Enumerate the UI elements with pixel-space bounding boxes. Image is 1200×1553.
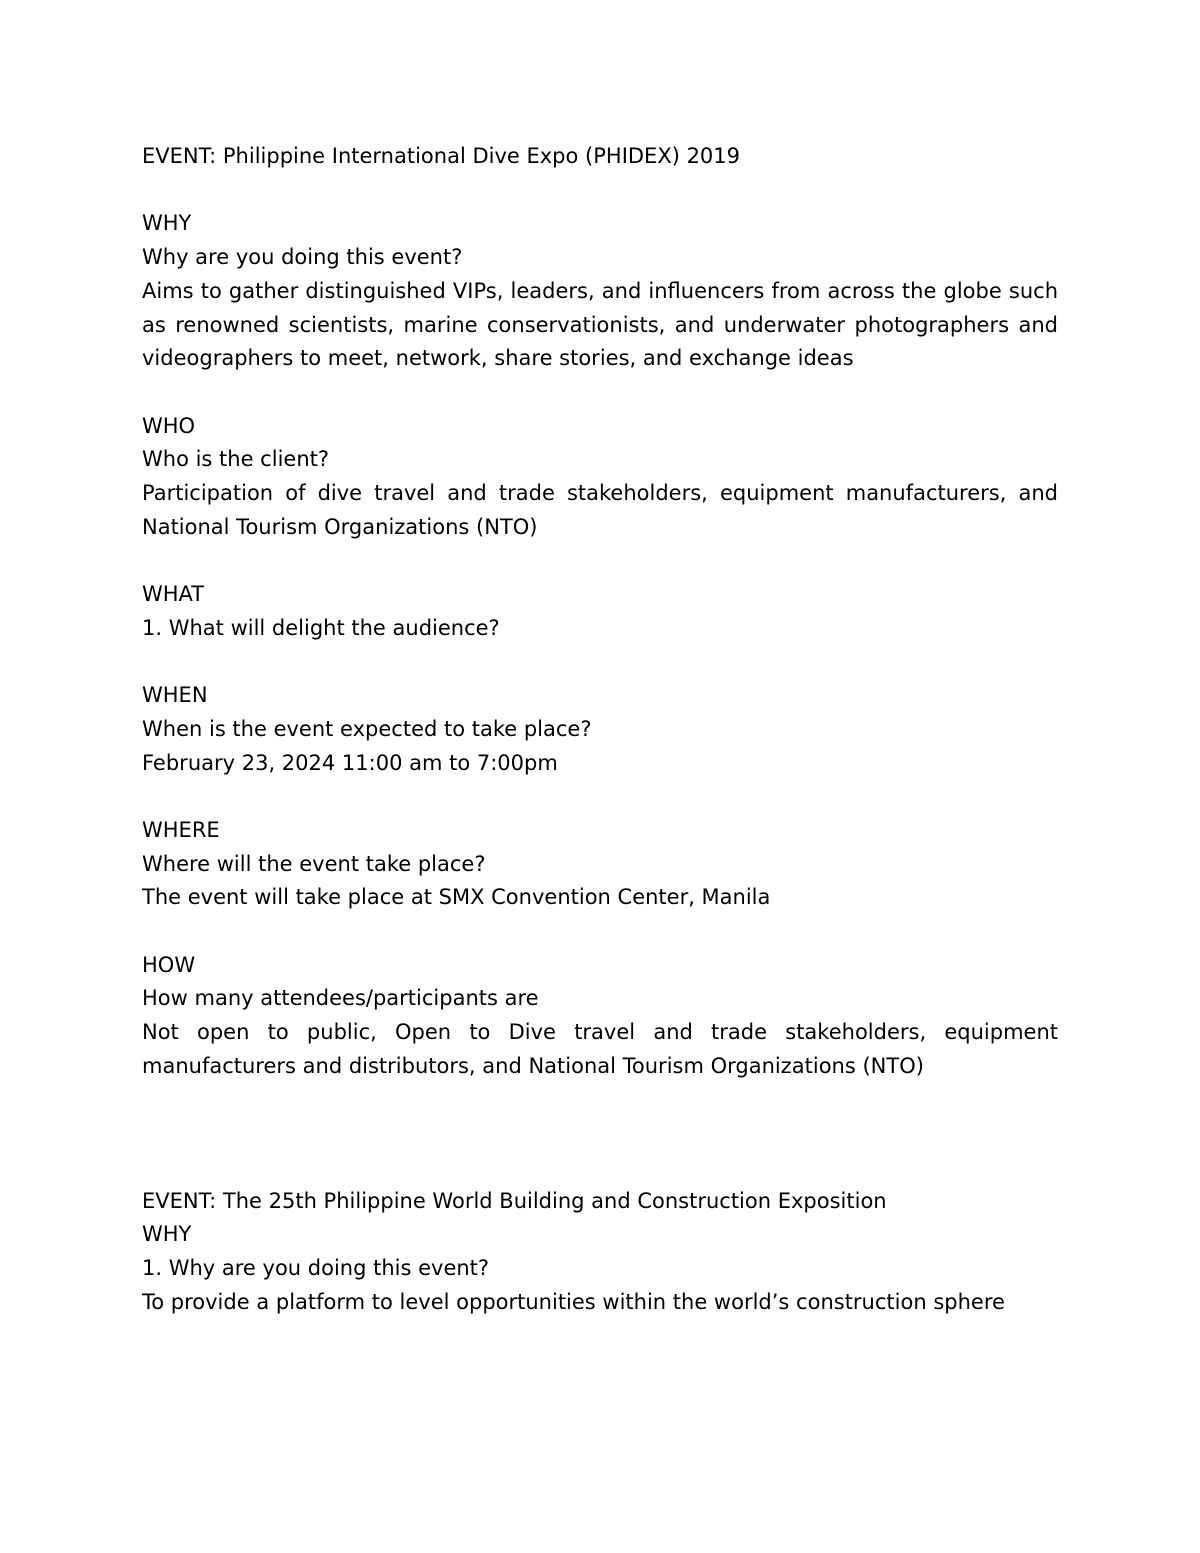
event1-where-heading: WHERE <box>142 817 220 842</box>
event2-why-question: 1. Why are you doing this event? <box>142 1256 490 1280</box>
spacer <box>142 174 1058 208</box>
event1-who-question: Who is the client? <box>142 447 330 472</box>
event1-where-question: Where will the event take place? <box>142 851 486 876</box>
event1-how-heading: HOW <box>142 952 196 977</box>
event1-how-question: How many attendees/participants are <box>142 986 539 1011</box>
event1-title: EVENT: Philippine International Dive Expo (PHIDEX) 2019 <box>142 144 741 168</box>
event1-when-answer: February 23, 2024 11:00 am to 7:00pm <box>142 750 558 775</box>
spacer <box>142 646 1058 680</box>
event2-why-answer: To provide a platform to level opportunities within the world’s construction sphere <box>142 1289 1005 1314</box>
document-body <box>142 140 1058 1319</box>
event1-who-answer: Participation of dive travel and trade stakeholders, equipment manufacturers, and National Tourism Organizations (NTO) <box>142 481 1058 539</box>
spacer <box>142 544 1058 578</box>
event1-what-heading: WHAT <box>142 582 205 607</box>
event1-why-answer: Aims to gather distinguished VIPs, leaders, and influencers from across the globe such as renowned scientists, marine conservationists, and underwater photographers and videographers to meet, network, share stories, and exchange ideas <box>142 278 1058 371</box>
spacer <box>142 376 1058 410</box>
event1-why-heading: WHY <box>142 211 192 236</box>
event1-where-answer: The event will take place at SMX Convention Center, Manila <box>142 885 771 910</box>
event1-why-question: Why are you doing this event? <box>142 245 463 270</box>
event1-what-question: 1. What will delight the audience? <box>142 615 500 640</box>
event2-why-heading: WHY <box>142 1222 192 1247</box>
spacer <box>142 1084 1058 1185</box>
event1-how-answer: Not open to public, Open to Dive travel and trade stakeholders, equipment manufacturers and distributors, and National Tourism Organizations (NTO) <box>142 1020 1058 1078</box>
event1-when-question: When is the event expected to take place? <box>142 716 592 741</box>
event1-when-heading: WHEN <box>142 683 208 708</box>
event1-who-heading: WHO <box>142 413 196 438</box>
event2-title: EVENT: The 25th Philippine World Building and Construction Exposition <box>142 1188 887 1213</box>
spacer <box>142 780 1058 814</box>
spacer <box>142 915 1058 949</box>
